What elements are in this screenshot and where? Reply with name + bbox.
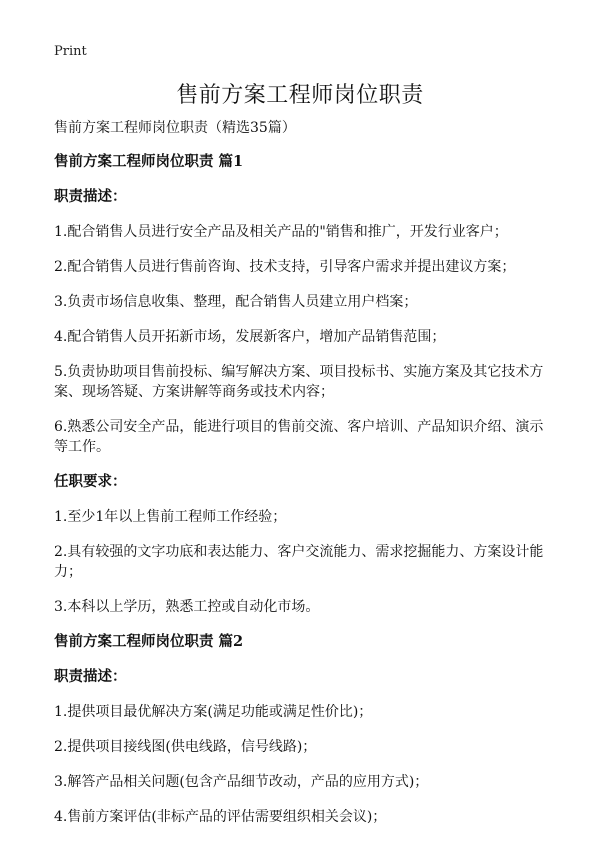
section-heading: 售前方案工程师岗位职责 篇1 <box>54 153 244 170</box>
duty-item: 4.售前方案评估(非标产品的评估需要组织相关会议)； <box>54 809 387 825</box>
requirement-item: 1.至少1年以上售前工程师工作经验； <box>54 509 287 525</box>
duty-item: 3.负责市场信息收集、整理，配合销售人员建立用户档案； <box>54 294 418 310</box>
document-body <box>54 118 548 842</box>
duty-item: 1.提供项目最优解决方案(满足功能或满足性价比)； <box>54 704 373 720</box>
duty-item: 1.配合销售人员进行安全产品及相关产品的"销售和推广，开发行业客户； <box>54 224 508 240</box>
print-link[interactable]: Print <box>54 44 87 59</box>
duties-label: 职责描述： <box>54 188 127 205</box>
document-subtitle: 售前方案工程师岗位职责（精选35篇） <box>54 120 296 136</box>
duties-label: 职责描述： <box>54 668 127 685</box>
document-title: 售前方案工程师岗位职责 <box>176 83 424 108</box>
requirements-label: 任职要求： <box>54 473 127 490</box>
duty-item: 4.配合销售人员开拓新市场，发展新客户，增加产品销售范围； <box>54 329 446 345</box>
duty-item: 5.负责协助项目售前投标、编写解决方案、项目投标书、实施方案及其它技术方案、现场答疑、方案讲解等商务或技术内容； <box>54 364 544 400</box>
section-heading: 售前方案工程师岗位职责 篇2 <box>54 633 244 650</box>
requirement-item: 3.本科以上学历，熟悉工控或自动化市场。 <box>54 599 320 615</box>
duty-item: 2.提供项目接线图(供电线路，信号线路)； <box>54 739 317 755</box>
duty-item: 3.解答产品相关问题(包含产品细节改动，产品的应用方式)； <box>54 774 429 790</box>
requirement-item: 2.具有较强的文字功底和表达能力、客户交流能力、需求挖掘能力、方案设计能力； <box>54 544 544 580</box>
duty-item: 2.配合销售人员进行售前咨询、技术支持，引导客户需求并提出建议方案； <box>54 259 516 275</box>
duty-item: 6.熟悉公司安全产品，能进行项目的售前交流、客户培训、产品知识介绍、演示等工作。 <box>54 419 544 455</box>
